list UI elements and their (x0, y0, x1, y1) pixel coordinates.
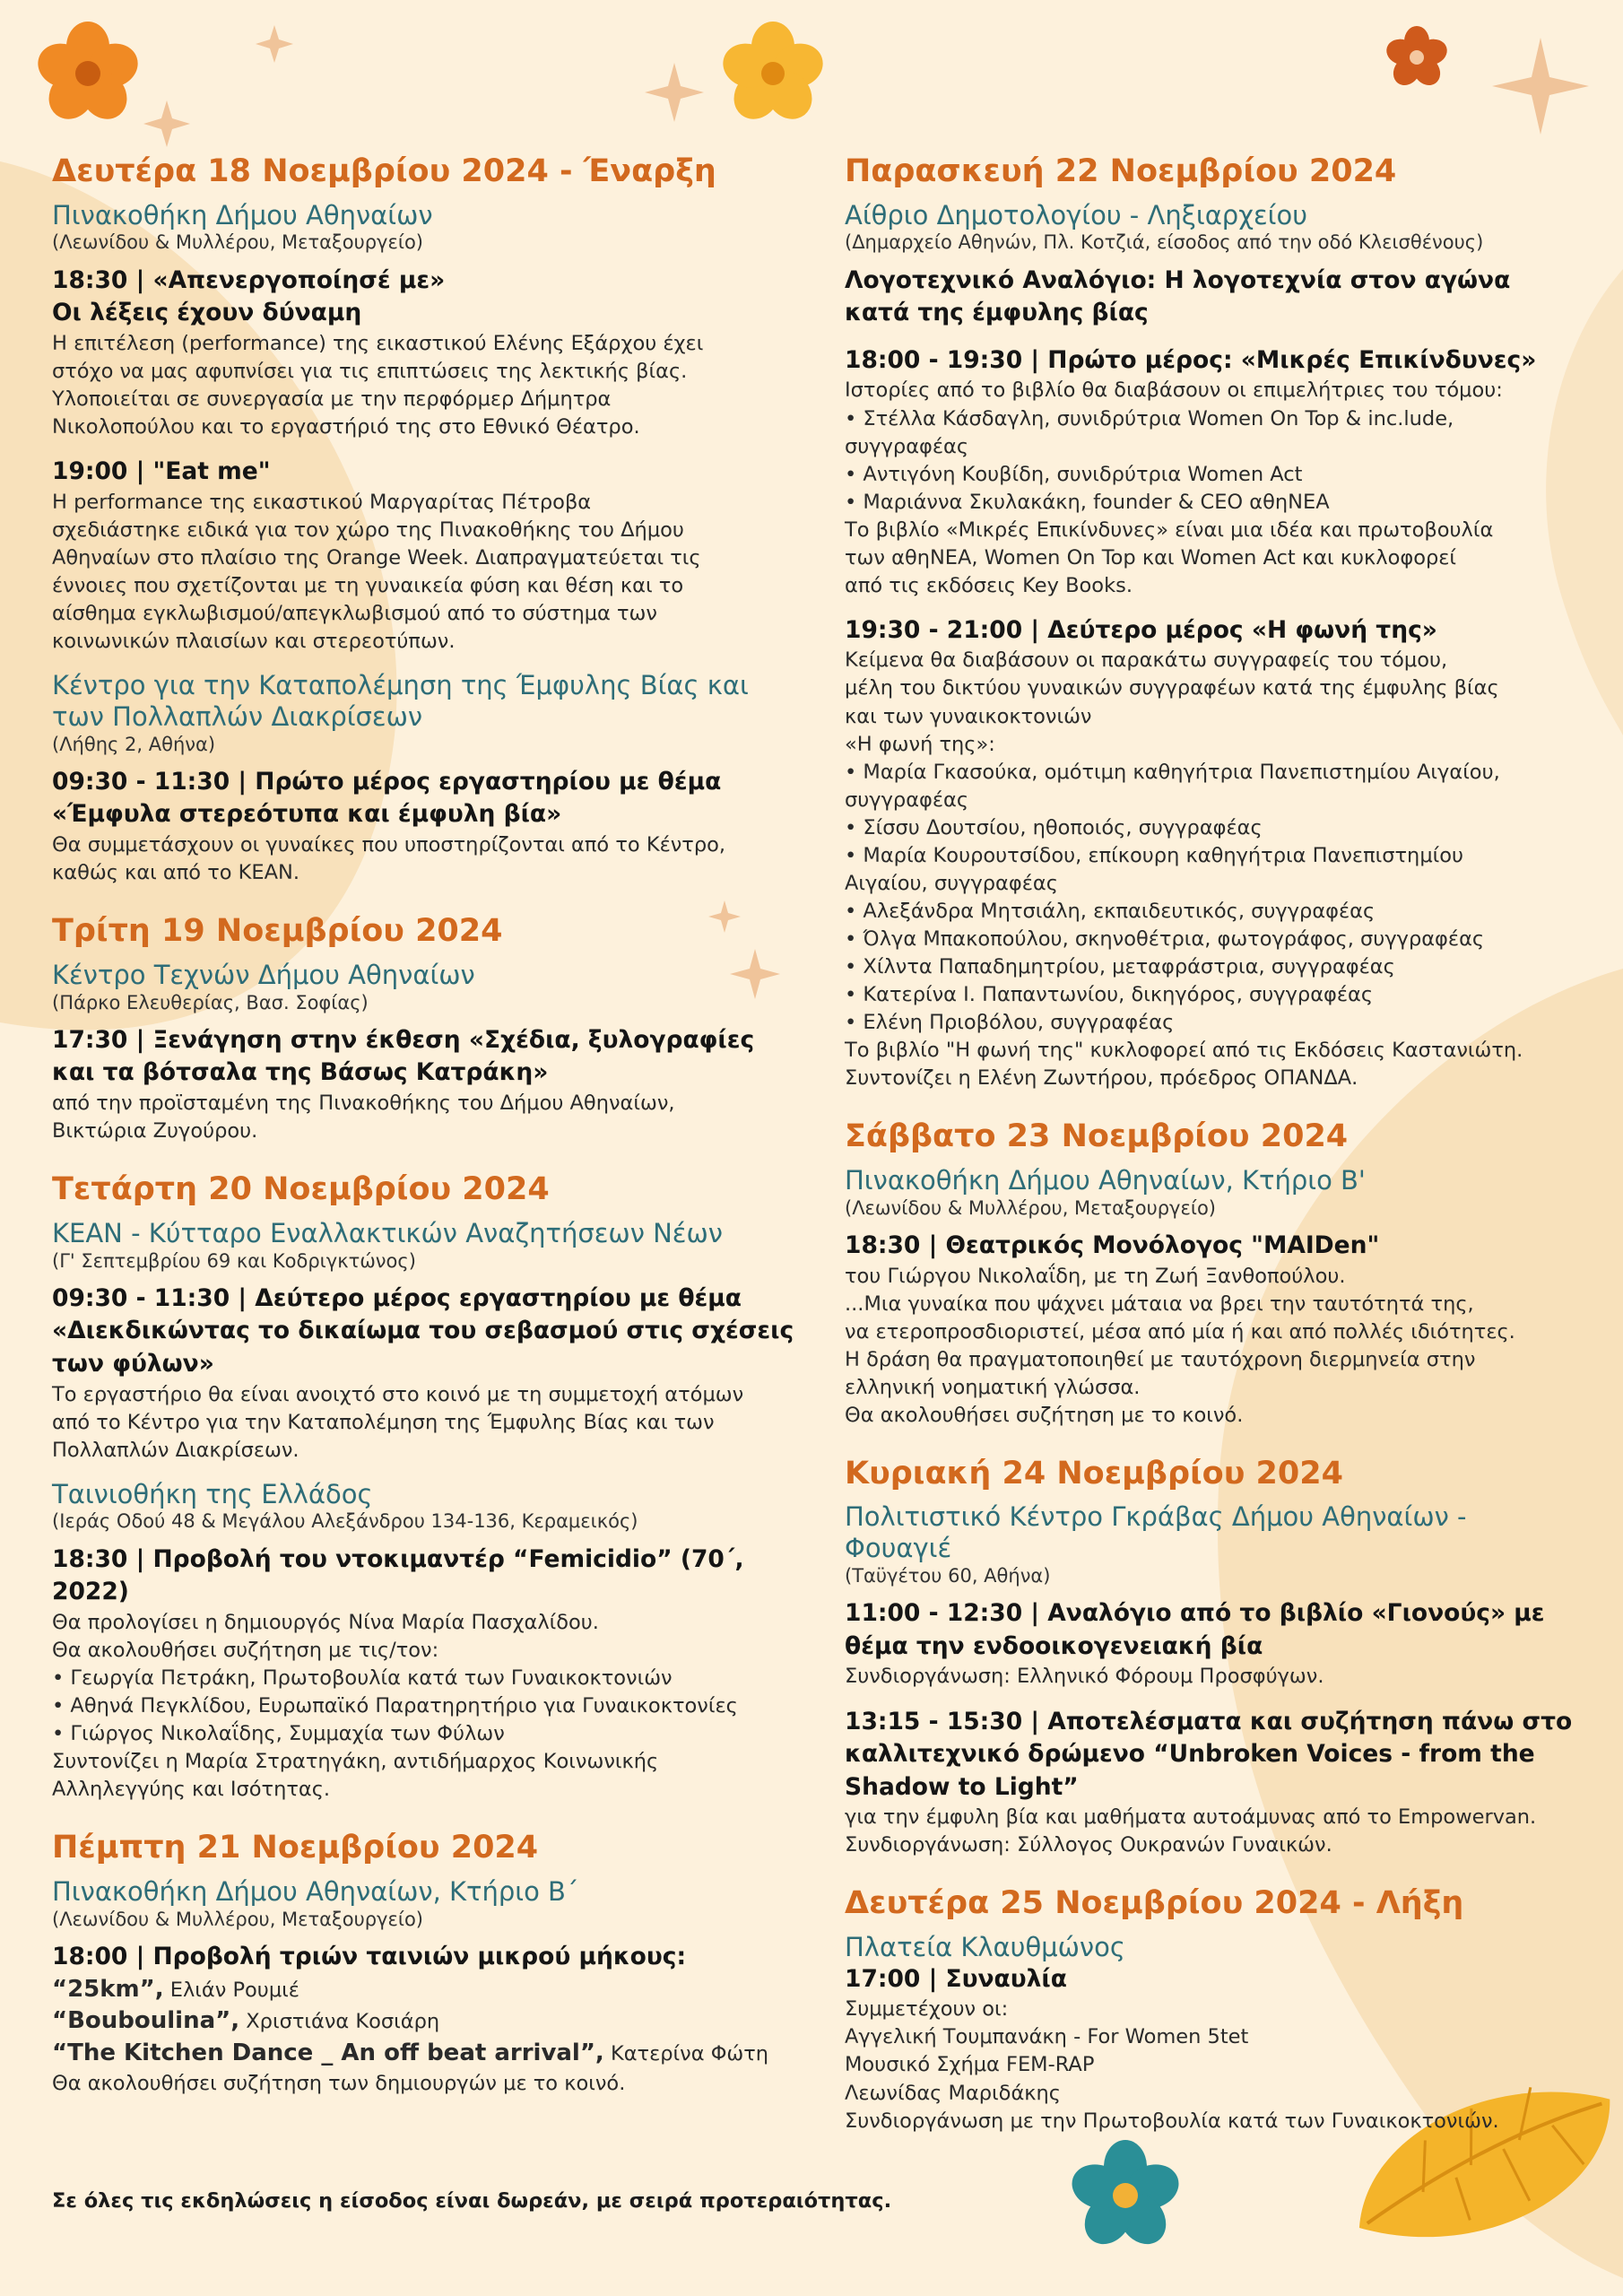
event-text-line: στόχο να μας αφυπνίσει για τις επιπτώσεις της λεκτικής βίας. (52, 359, 688, 383)
event-block (52, 1941, 796, 2098)
left-column (52, 152, 796, 2123)
event-title: 09:30 - 11:30 | Πρώτο μέρος εργαστηρίου με θέμα «Έμφυλα στερεότυπα και έμφυλη βία» (52, 767, 722, 829)
event-text-line: • Γεωργία Πετράκη, Πρωτοβουλία κατά των Γυναικοκτονιών (52, 1665, 673, 1690)
event-text-line: Θα ακολουθήσει συζήτηση με τις/τον: (52, 1638, 439, 1662)
event-text-line: Αλληλεγγύης και Ισότητας. (52, 1778, 331, 1802)
event-text-line: Η δράση θα πραγματοποιηθεί με ταυτόχρονη διερμηνεία στην (845, 1347, 1476, 1371)
day-title: Δευτέρα 18 Νοεμβρίου 2024 - Έναρξη (52, 153, 716, 189)
event-block (845, 1597, 1580, 1691)
event-text-line: • Στέλλα Κάσδαγλη, συνιδρύτρια Women On Top & inc.lude, (845, 406, 1454, 430)
event-text-line: ελληνική νοηματική γλώσσα. (845, 1375, 1141, 1399)
film-director: Χριστιάνα Κοσιάρη (239, 2010, 440, 2034)
event-text-line: • Αθηνά Πεγκλίδου, Ευρωπαϊκό Παρατηρητήριο για Γυναικοκτονίες (52, 1694, 738, 1718)
film-title: “The Kitchen Dance _ An off beat arrival”, (52, 2039, 604, 2067)
event-block (52, 766, 796, 887)
venue-address: (Ταϋγέτου 60, Αθήνα) (845, 1565, 1051, 1587)
event-text-line: Συντονίζει η Ελένη Ζωντήρου, πρόεδρος ΟΠΑΝΔΑ. (845, 1066, 1358, 1091)
venue-name: Αίθριο Δημοτολογίου - Ληξιαρχείου (845, 199, 1307, 230)
event-text-line: από το Κέντρο για την Καταπολέμηση της Έμφυλης Βίας και των (52, 1410, 715, 1434)
event-block (845, 1706, 1580, 1860)
day-title: Πέμπτη 21 Νοεμβρίου 2024 (52, 1830, 539, 1866)
event-text-line: για την έμφυλη βία και μαθήματα αυτοάμυνας από το Empowervan. (845, 1805, 1537, 1830)
event-text-line: αίσθημα εγκλωβισμού/απεγκλωβισμού από το σύστημα των (52, 601, 657, 625)
venue-address: (Λεωνίδου & Μυλλέρου, Μεταξουργείο) (845, 1196, 1216, 1219)
event-text-line: • Μαρία Κουρουτσίδου, επίκουρη καθηγήτρια Πανεπιστημίου (845, 843, 1464, 867)
flower-icon (1384, 26, 1451, 91)
day-section (52, 1829, 796, 2098)
event-title: 13:15 - 15:30 | Αποτελέσματα και συζήτηση πάνω στο καλλιτεχνικό δρώμενο “Unbroken Voices - from the Shadow to Light” (845, 1707, 1573, 1801)
event-text-line: «Η φωνή της»: (845, 732, 995, 756)
event-title: 17:30 | Ξενάγηση στην έκθεση «Σχέδια, ξυλογραφίες και τα βότσαλα της Βάσως Κατράκη» (52, 1025, 755, 1087)
event-text-line: Ιστορίες από το βιβλίο θα διαβάσουν οι επιμελήτριες του τόμου: (845, 378, 1503, 403)
event-text-line: από τις εκδόσεις Key Books. (845, 573, 1133, 597)
event-text-line: • Κατερίνα Ι. Παπαντωνίου, δικηγόρος, συγγραφέας (845, 982, 1374, 1006)
event-text-line: Υλοποιείται σε συνεργασία με την περφόρμερ Δήμητρα (52, 387, 612, 411)
day-title: Δευτέρα 25 Νοεμβρίου 2024 - Λήξη (845, 1885, 1464, 1922)
venue-name: Πινακοθήκη Δήμου Αθηναίων, Κτήριο Β' (845, 1164, 1366, 1196)
flower-icon (32, 22, 143, 128)
event-text-line: Αθηναίων στο πλαίσιο της Orange Week. Διαπραγματεύεται τις (52, 545, 701, 570)
event-text-line: από την προϊσταμένη της Πινακοθήκης του Δήμου Αθηναίων, (52, 1091, 675, 1115)
event-title: 17:00 | Συναυλία (845, 1964, 1067, 1993)
event-subtitle: Οι λέξεις έχουν δύναμη (52, 299, 362, 327)
day-title: Παρασκευή 22 Νοεμβρίου 2024 (845, 153, 1397, 189)
venue-name: ΚΕΑΝ - Κύτταρο Εναλλακτικών Αναζητήσεων Νέων (52, 1217, 723, 1248)
day-title: Τετάρτη 20 Νοεμβρίου 2024 (52, 1171, 550, 1208)
film-director: Ελιάν Ρουμιέ (163, 1978, 299, 2002)
event-text-line: • Ελένη Πριοβόλου, συγγραφέας (845, 1011, 1175, 1035)
event-text-line: Συνδιοργάνωση: Σύλλογος Ουκρανών Γυναικών. (845, 1833, 1332, 1857)
event-title: 19:00 | "Eat me" (52, 457, 271, 486)
event-text-line: Το βιβλίο "Η φωνή της" κυκλοφορεί από τις Εκδόσεις Καστανιώτη. (845, 1039, 1523, 1063)
event-block (845, 344, 1580, 600)
event-text-line: ...Μια γυναίκα που ψάχνει μάταια να βρει την ταυτότητά της, (845, 1292, 1474, 1316)
event-text-line: Θα ακολουθήσει συζήτηση με το κοινό. (845, 1403, 1244, 1427)
film-entry (52, 1974, 796, 2006)
venue-name: Πινακοθήκη Δήμου Αθηναίων (52, 199, 433, 230)
event-text-line: Αιγαίου, συγγραφέας (845, 871, 1058, 895)
event-title: 11:00 - 12:30 | Αναλόγιο από το βιβλίο «Γιονούς» με θέμα την ενδοοικογενειακή βία (845, 1599, 1545, 1660)
event-text-line: Η επιτέλεση (performance) της εικαστικού Ελένης Εξάρχου έχει (52, 331, 704, 355)
venue-name: Ταινιοθήκη της Ελλάδος (52, 1478, 373, 1509)
venue-name: Πολιτιστικό Κέντρο Γκράβας Δήμου Αθηναίων - Φουαγιέ (845, 1501, 1467, 1564)
day-section (845, 1884, 1580, 2135)
event-text-line: • Σίσσυ Δουτσίου, ηθοποιός, συγγραφέας (845, 815, 1263, 839)
event-block (52, 1024, 796, 1145)
event-text-line: Θα συμμετάσχουν οι γυναίκες που υποστηρίζονται από το Κέντρο, (52, 832, 726, 857)
day-section (845, 152, 1580, 1092)
event-block (52, 1283, 796, 1465)
event-text-line: Συντονίζει η Μαρία Στρατηγάκη, αντιδήμαρχος Κοινωνικής (52, 1750, 659, 1774)
event-block (845, 1230, 1580, 1430)
day-section (52, 152, 796, 887)
event-text-line: καθώς και από το ΚΕΑΝ. (52, 861, 300, 884)
event-block (52, 1544, 796, 1804)
event-block (845, 1963, 1580, 2135)
event-text-line: Το εργαστήριο θα είναι ανοιχτό στο κοινό με τη συμμετοχή ατόμων (52, 1382, 744, 1406)
event-title: 09:30 - 11:30 | Δεύτερο μέρος εργαστηρίου με θέμα «Διεκδικώντας το δικαίωμα του σεβασμού στις σχέσεις των φύλων» (52, 1283, 794, 1378)
event-text-line: και των γυναικοκτονιών (845, 704, 1092, 728)
event-text-line: Πολλαπλών Διακρίσεων. (52, 1438, 299, 1462)
venue-address: (Λήθης 2, Αθήνα) (52, 733, 216, 755)
day-title: Κυριακή 24 Νοεμβρίου 2024 (845, 1455, 1343, 1492)
event-text-line: Νικολοπούλου και το εργαστήριό της στο Εθνικό Θέατρο. (52, 415, 640, 439)
event-text-line: Αγγελική Τουμπανάκη - For Women 5tet (845, 2025, 1249, 2049)
venue-address: (Πάρκο Ελευθερίας, Βασ. Σοφίας) (52, 991, 369, 1013)
film-director: Κατερίνα Φώτη (603, 2042, 769, 2066)
event-text-line: • Μαριάννα Σκυλακάκη, founder & CEO αθηΝΕΑ (845, 490, 1330, 514)
day-title: Τρίτη 19 Νοεμβρίου 2024 (52, 913, 503, 950)
event-text-line: Κείμενα θα διαβάσουν οι παρακάτω συγγραφείς του τόμου, (845, 648, 1448, 673)
event-text-line: • Χίλντα Παπαδημητρίου, μεταφράστρια, συγγραφέας (845, 954, 1395, 978)
event-text-line: σχεδιάστηκε ειδικά για τον χώρο της Πινακοθήκης του Δήμου (52, 517, 684, 542)
event-text-line: κοινωνικών πλαισίων και στερεοτύπων. (52, 629, 456, 653)
film-entry (52, 2005, 796, 2038)
sparkle-icon (645, 63, 704, 122)
sparkle-icon (143, 100, 190, 147)
event-text-line: • Αλεξάνδρα Μητσιάλη, εκπαιδευτικός, συγγραφέας (845, 899, 1376, 923)
film-entry (52, 2038, 796, 2070)
venue-name: Κέντρο Τεχνών Δήμου Αθηναίων (52, 959, 475, 990)
event-title: 18:30 | Προβολή του ντοκιμαντέρ “Femicidio” (70΄, 2022) (52, 1544, 744, 1606)
event-text-line: Η performance της εικαστικού Μαργαρίτας Πέτροβα (52, 490, 592, 514)
event-text-line: των αθηΝΕΑ, Women On Top και Women Act και κυκλοφορεί (845, 545, 1457, 570)
event-text-line: να ετεροπροσδιοριστεί, μέσα από μία ή και από πολλές ιδιότητες. (845, 1319, 1515, 1344)
event-text-line: Συνδιοργάνωση με την Πρωτοβουλία κατά των Γυναικοκτονιών. (845, 2109, 1499, 2133)
event-text-line: • Γιώργος Νικολαΐδης, Συμμαχία των Φύλων (52, 1722, 505, 1746)
event-title: 18:00 | Προβολή τριών ταινιών μικρού μήκους: (52, 1942, 687, 1970)
event-title: Λογοτεχνικό Αναλόγιο: Η λογοτεχνία στον αγώνα κατά της έμφυλης βίας (845, 265, 1511, 327)
venue-name: Κέντρο για την Καταπολέμηση της Έμφυλης Βίας και των Πολλαπλών Διακρίσεων (52, 669, 749, 732)
event-text-line: Μουσικό Σχήμα FEM-RAP (845, 2053, 1095, 2077)
film-title: “Bouboulina”, (52, 2007, 240, 2035)
day-section (845, 1455, 1580, 1860)
day-section (52, 1170, 796, 1804)
day-section (52, 912, 796, 1145)
venue-address: (Λεωνίδου & Μυλλέρου, Μεταξουργείο) (52, 1908, 423, 1930)
event-block (845, 614, 1580, 1092)
venue-address: (Λεωνίδου & Μυλλέρου, Μεταξουργείο) (52, 231, 423, 254)
event-text-line: συγγραφέας (845, 434, 969, 458)
event-text-line: συγγραφέας (845, 787, 969, 812)
day-title: Σάββατο 23 Νοεμβρίου 2024 (845, 1118, 1349, 1155)
venue-address: (Ιεράς Οδού 48 & Μεγάλου Αλεξάνδρου 134-136, Κεραμεικός) (52, 1510, 638, 1533)
event-block (52, 456, 796, 656)
venue-address: (Δημαρχείο Αθηνών, Πλ. Κοτζιά, είσοδος από την οδό Κλεισθένους) (845, 231, 1484, 254)
event-text-line: Συμμετέχουν οι: (845, 1997, 1009, 2022)
event-text-line: • Όλγα Μπακοπούλου, σκηνοθέτρια, φωτογράφος, συγγραφέας (845, 926, 1485, 951)
event-title: 18:30 | «Απενεργοποίησέ με» (52, 265, 446, 294)
sparkle-icon (256, 25, 293, 63)
event-block (845, 265, 1580, 330)
event-text-line: Συνδιοργάνωση: Ελληνικό Φόρουμ Προσφύγων. (845, 1665, 1324, 1689)
event-text-line: Βικτώρια Ζυγούρου. (52, 1119, 258, 1143)
event-title: 18:00 - 19:30 | Πρώτο μέρος: «Μικρές Επικίνδυνες» (845, 345, 1537, 374)
event-text-line: Θα ακολουθήσει συζήτηση των δημιουργών με το κοινό. (52, 2072, 626, 2096)
event-text-line: έννοιες που σχετίζονται με τη γυναικεία φύση και θέση και το (52, 573, 684, 597)
event-block (52, 265, 796, 441)
event-title: 18:30 | Θεατρικός Μονόλογος "MAIDen" (845, 1231, 1380, 1259)
venue-name: Πλατεία Κλαυθμώνος (845, 1932, 1125, 1962)
event-text-line: Λεωνίδας Μαριδάκης (845, 2081, 1061, 2105)
event-text-line: του Γιώργου Νικολαΐδη, με τη Ζωή Ξανθοπούλου. (845, 1264, 1346, 1288)
event-text-line: Θα προλογίσει η δημιουργός Νίνα Μαρία Πασχαλίδου. (52, 1610, 599, 1634)
event-text-line: • Μαρία Γκασούκα, ομότιμη καθηγήτρια Πανεπιστημίου Αιγαίου, (845, 760, 1500, 784)
flower-icon (717, 22, 829, 128)
right-column (845, 152, 1580, 2161)
venue-name: Πινακοθήκη Δήμου Αθηναίων, Κτήριο Β΄ (52, 1875, 579, 1907)
event-title: 19:30 - 21:00 | Δεύτερο μέρος «Η φωνή της» (845, 615, 1437, 644)
venue-address: (Γ' Σεπτεμβρίου 69 και Κοδριγκτώνος) (52, 1249, 416, 1272)
event-text-line: • Αντιγόνη Κουβίδη, συνιδρύτρια Women Act (845, 462, 1303, 486)
film-title: “25km”, (52, 1975, 164, 2003)
event-text-line: Το βιβλίο «Μικρές Επικίνδυνες» είναι μια ιδέα και πρωτοβουλία (845, 517, 1494, 542)
day-section (845, 1118, 1580, 1430)
footer-note: Σε όλες τις εκδηλώσεις η είσοδος είναι δωρεάν, με σειρά προτεραιότητας. (52, 2189, 892, 2213)
sparkle-icon (1492, 38, 1589, 135)
event-text-line: μέλη του δικτύου γυναικών συγγραφέων κατά της έμφυλης βίας (845, 676, 1499, 700)
